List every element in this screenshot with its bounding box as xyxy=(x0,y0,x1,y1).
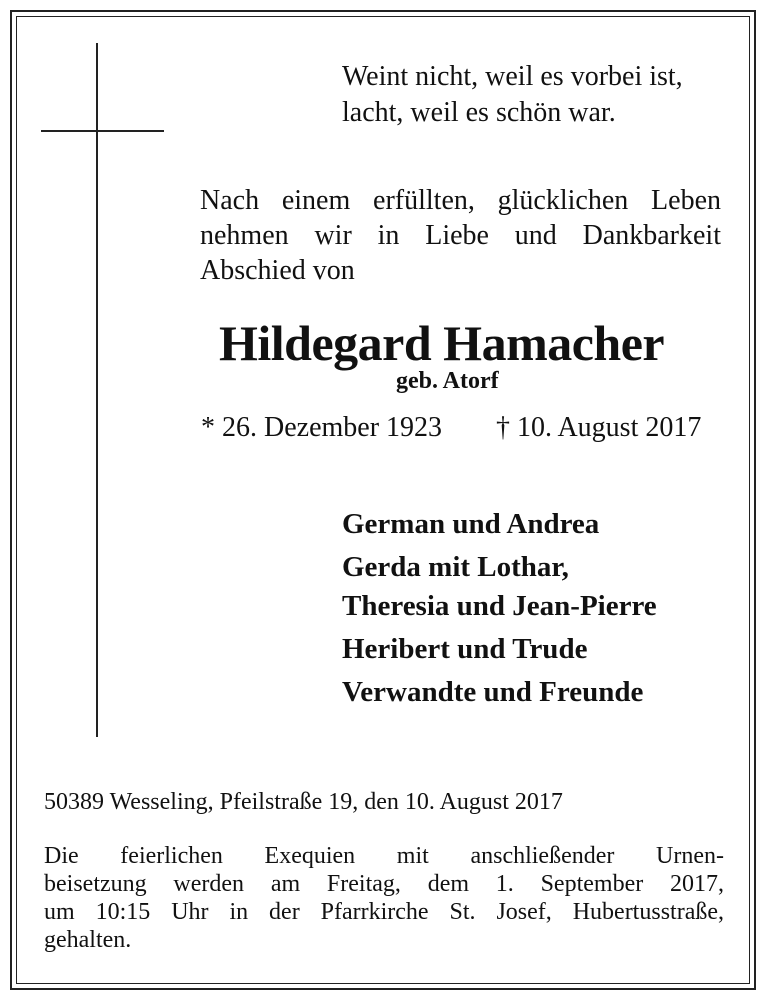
place-and-date: 50389 Wesseling, Pfeilstraße 19, den 10. August 2017 xyxy=(44,789,563,815)
maiden-name: geb. Atorf xyxy=(396,368,499,394)
mourner-line: Heribert und Trude xyxy=(342,633,588,665)
deceased-name: Hildegard Hamacher xyxy=(219,315,665,371)
mourner-line: Gerda mit Lothar, xyxy=(342,551,569,583)
intro-line-1: Nach einem erfüllten, glücklichen Leben xyxy=(200,185,721,216)
service-line-1: Die feierlichen Exequien mit anschließender Urnen- xyxy=(44,843,724,869)
cross-icon-horizontal-beam xyxy=(41,130,164,132)
service-line-3: um 10:15 Uhr in der Pfarrkirche St. Josef, Hubertusstraße, xyxy=(44,899,724,925)
death-date: † 10. August 2017 xyxy=(496,412,702,443)
intro-line-2: nehmen wir in Liebe und Dankbarkeit xyxy=(200,220,721,251)
mourner-line: Verwandte und Freunde xyxy=(342,676,644,708)
service-line-4: gehalten. xyxy=(44,927,132,953)
quote-line-2: lacht, weil es schön war. xyxy=(342,97,616,128)
mourner-line: Theresia und Jean-Pierre xyxy=(342,590,657,622)
cross-icon-vertical-beam xyxy=(96,43,98,737)
birth-date: * 26. Dezember 1923 xyxy=(201,412,443,443)
service-line-2: beisetzung werden am Freitag, dem 1. September 2017, xyxy=(44,871,724,897)
mourner-line: German und Andrea xyxy=(342,508,600,540)
intro-text xyxy=(200,183,721,288)
mourners-list xyxy=(342,505,657,712)
memorial-quote xyxy=(342,59,683,131)
inner-border xyxy=(16,16,750,984)
intro-line-3: Abschied von xyxy=(200,255,355,286)
funeral-service-notice xyxy=(44,842,724,954)
quote-line-1: Weint nicht, weil es vorbei ist, xyxy=(342,61,683,92)
